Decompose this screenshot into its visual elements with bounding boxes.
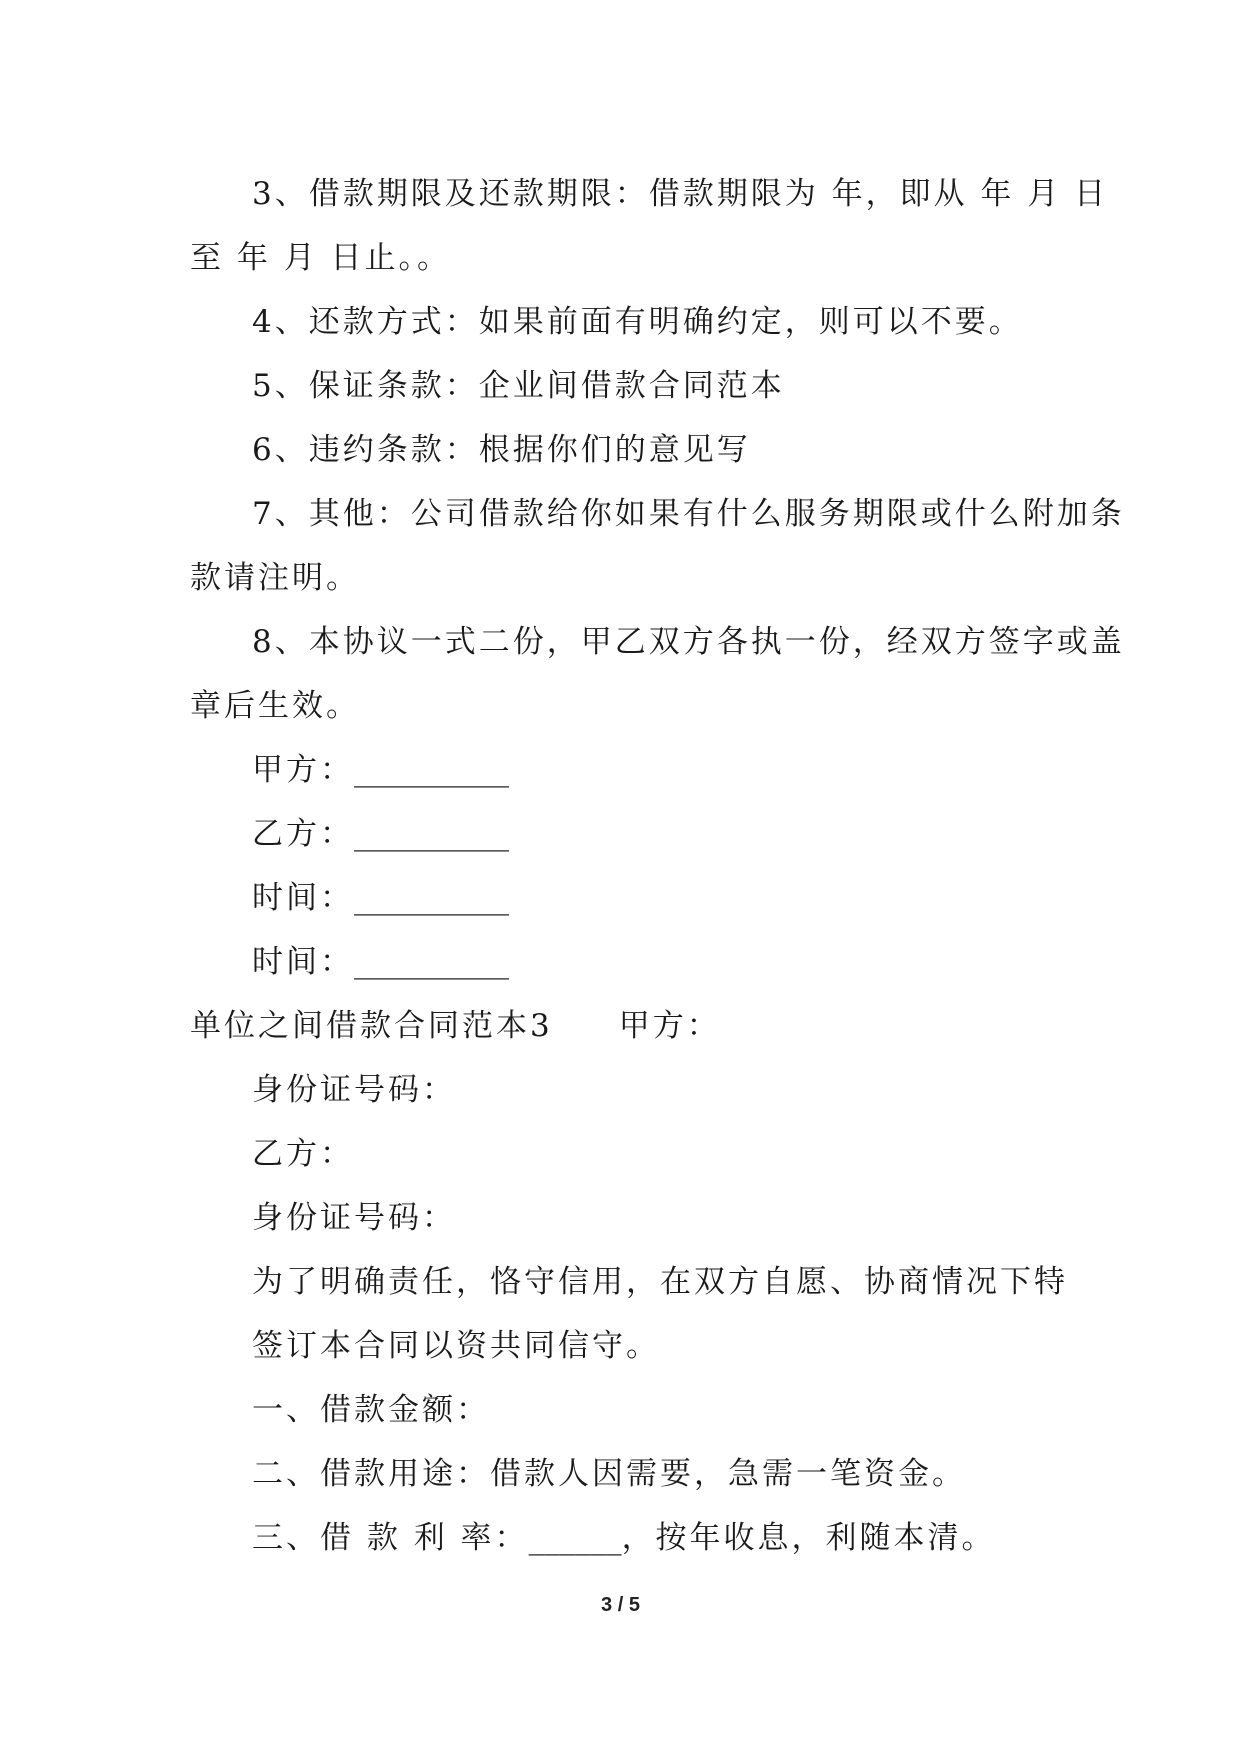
- signature-blank: __________: [354, 816, 509, 852]
- clause-line: 一、借款金额：: [252, 1392, 490, 1428]
- paragraph-line: 8、本协议一式二份，甲乙双方各执一份，经双方签字或盖: [252, 624, 1125, 660]
- section-party-label: 甲方：: [618, 1008, 721, 1044]
- signature-line: [252, 872, 509, 917]
- preamble-line: 为了明确责任，恪守信用，在双方自愿、协商情况下特: [252, 1264, 1068, 1300]
- section-title-line: [190, 1000, 721, 1045]
- signature-line: [252, 808, 509, 853]
- rate-clause-suffix: ，按年收息，利随本清。: [621, 1520, 996, 1556]
- rate-clause-label: 三、借 款 利 率：: [252, 1520, 529, 1556]
- paragraph-line: 3、借款期限及还款期限：借款期限为 年，即从 年 月 日: [252, 176, 1109, 212]
- signature-label: 时间：: [252, 880, 354, 916]
- party-line: 乙方：: [252, 1136, 354, 1172]
- paragraph-line: 7、其他：公司借款给你如果有什么服务期限或什么附加条: [252, 496, 1125, 532]
- page-number: 3 / 5: [601, 1594, 640, 1616]
- signature-blank: __________: [354, 880, 509, 916]
- preamble-line: 签订本合同以资共同信守。: [252, 1328, 660, 1364]
- section-title: 单位之间借款合同范本3: [190, 1008, 553, 1044]
- signature-label: 乙方：: [252, 816, 354, 852]
- paragraph-line: 至 年 月 日止。。: [190, 240, 452, 276]
- signature-blank: __________: [354, 752, 509, 788]
- clause-line: 二、借款用途：借款人因需要，急需一笔资金。: [252, 1456, 966, 1492]
- paragraph-line: 章后生效。: [190, 688, 360, 724]
- signature-blank: __________: [354, 944, 509, 980]
- paragraph-line: 4、还款方式：如果前面有明确约定，则可以不要。: [252, 304, 1023, 340]
- signature-line: [252, 936, 509, 981]
- party-line: 身份证号码：: [252, 1072, 456, 1108]
- rate-blank: ______: [528, 1520, 622, 1556]
- rate-clause-line: [252, 1512, 996, 1557]
- paragraph-line: 5、保证条款：企业间借款合同范本: [252, 368, 785, 404]
- paragraph-line: 款请注明。: [190, 560, 360, 596]
- signature-label: 甲方：: [252, 752, 354, 788]
- party-line: 身份证号码：: [252, 1200, 456, 1236]
- paragraph-line: 6、违约条款：根据你们的意见写: [252, 432, 751, 468]
- signature-label: 时间：: [252, 944, 354, 980]
- signature-line: [252, 744, 509, 789]
